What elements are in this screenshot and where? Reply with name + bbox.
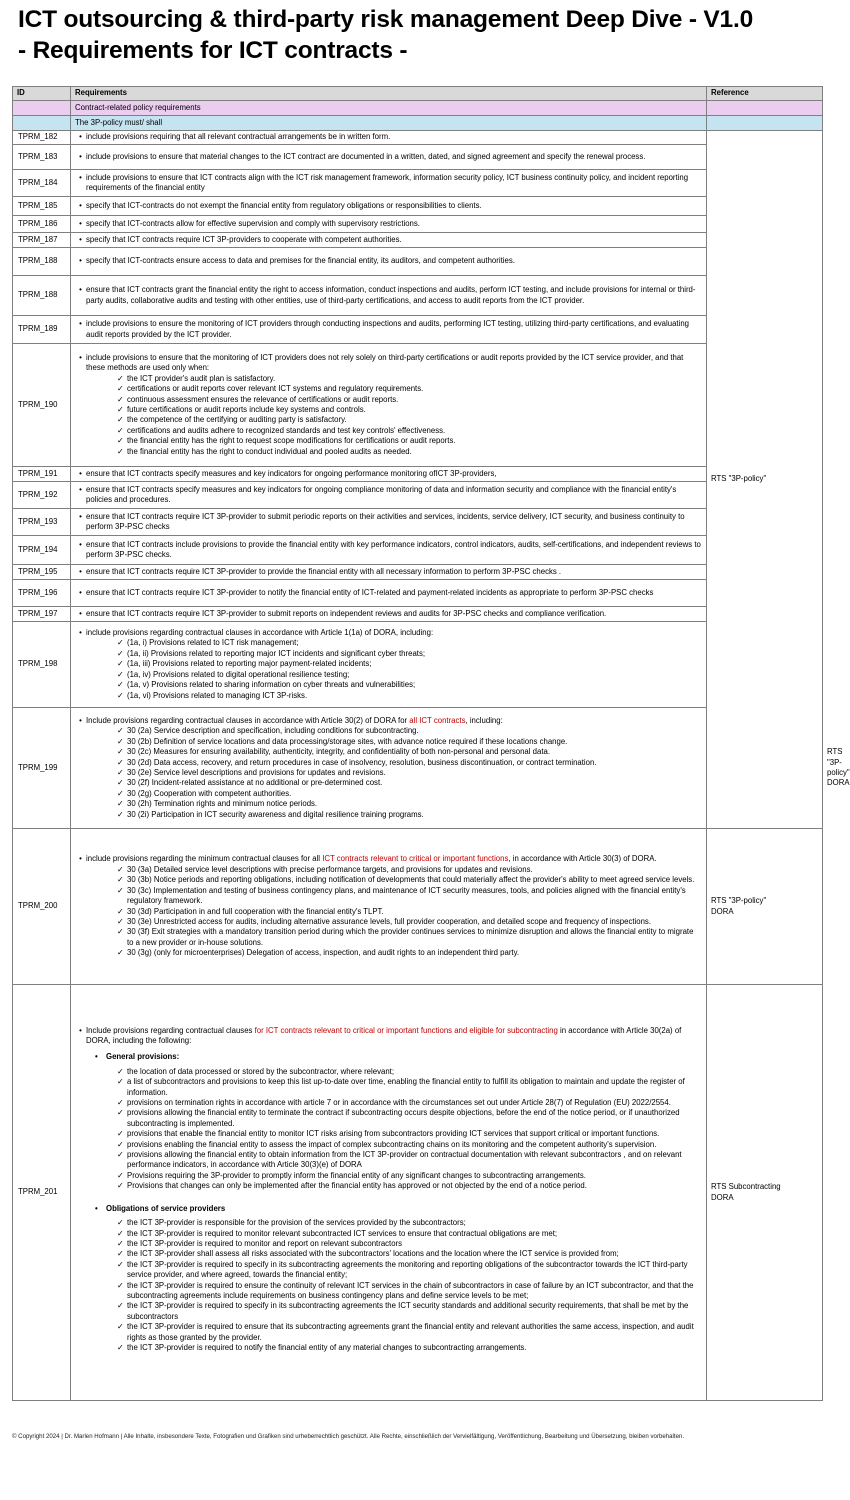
- check-item: the ICT 3P-provider is required to specify in its subcontracting agreements the monitoring and reporting obligations of the subcontractor towards the ICT third-party service provider, and where agreed, towards the financial entity;: [127, 1259, 688, 1280]
- check-item: 30 (2c) Measures for ensuring availability, authenticity, integrity, and confidentiality of both non-personal and personal data.: [127, 747, 551, 757]
- section-label: The 3P-policy must/ shall: [71, 116, 707, 131]
- table-row: [13, 622, 823, 708]
- table-row: [13, 482, 823, 509]
- check-item: the ICT 3P-provider is required to ensure that its subcontracting agreements grant the financial entity and relevant authorities the same access, inspection, and audit rights as those granted by the provider.: [127, 1322, 694, 1342]
- row-requirement: • include provisions to ensure the monitoring of ICT providers through conducting inspections and audits, performing ICT testing, utilizing third-party certifications, and evaluating audit reports provided by the ICT provider.: [71, 316, 707, 344]
- check-item: 30 (2d) Data access, recovery, and return procedures in case of insolvency, resolution, business discontinuation, or contract termination.: [127, 757, 597, 767]
- row-requirement: • ensure that ICT contracts grant the financial entity the right to access information, conduct inspections and audits, perform ICT testing, and include provisions for internal or third-party audits, collaborative audits and testing with other entities, use of third-party certifications, and access to audit reports from the ICT provider.: [71, 276, 707, 316]
- requirement-text: include provisions to ensure that ICT contracts align with the ICT risk management framework, information security policy, ICT business continuity policy, and incident reporting requirements of the financial entity: [86, 172, 689, 192]
- requirement-text: include provisions regarding the minimum contractual clauses for all: [86, 854, 323, 864]
- table-row: [13, 829, 823, 985]
- check-item: 30 (3a) Detailed service level descriptions with precise performance targets, and provisions for updates and revisions.: [127, 864, 533, 874]
- requirement-text-end: , including:: [465, 715, 503, 725]
- requirement-text: include provisions to ensure the monitoring of ICT providers through conducting inspections and audits, performing ICT testing, utilizing third-party certifications, and evaluating audit reports provided by the ICT provider.: [86, 319, 689, 339]
- requirement-text: ensure that ICT contracts require ICT 3P-provider to submit reports on independent reviews and audits for 3P-PSC checks and compliance verification.: [86, 608, 607, 618]
- row-id: TPRM_189: [13, 316, 71, 344]
- check-item: certifications or audit reports cover relevant ICT systems and regulatory requirements.: [127, 384, 424, 394]
- copyright-footer: © Copyright 2024 | Dr. Marlen Hofmann | Alle Inhalte, insbesondere Texte, Fotografien und Grafiken sind urheberrechtlich geschützt. Alle Rechte, einschließlich der Vervielfältigung, Veröffentlichung, Bearbeitung und Übersetzung, bleiben vorbehalten.: [12, 1433, 685, 1440]
- requirement-text: specify that ICT-contracts ensure access to data and premises for the financial entity, its auditors, and competent authorities.: [86, 256, 515, 266]
- row-requirement: • Include provisions regarding contractual clauses in accordance with Article 30(2) of DORA for all ICT contracts, including: ✓ 30 (2a) Service description and specification, including conditions for subcontracting. ✓ 30 (2b) Definition of service locations and data processing/storage sites, with advance notice required if these locations change. ✓ 30 (2c) Measures for ensuring availability, authenticity, integrity, and confidentiality of both non-personal and personal data. ✓ 30 (2d) Data access, recovery, and return procedures in case of insolvency, resolution, business discontinuation, or contract termination. ✓ 30 (2e) Service level descriptions and provisions for updates and revisions. ✓ 30 (2f) Incident-related assistance at no additional or pre-determined cost. ✓ 30 (2g) Cooperation with competent authorities. ✓ 30 (2h) Termination rights and minimum notice periods. ✓ 30 (2i) Participation in ICT security awareness and digital resilience training programs.: [71, 708, 707, 829]
- check-item: the competence of the certifying or auditing party is satisfactory.: [127, 415, 347, 425]
- check-item: 30 (3g) (only for microenterprises) Delegation of access, inspection, and audit rights to an independent third party.: [127, 948, 520, 958]
- requirement-text: ensure that ICT contracts include provisions to provide the financial entity with key performance indicators, control indicators, audits, self-certifications, and independent reviews to perform 3P-PSC checks.: [86, 539, 701, 559]
- requirement-text: ensure that ICT contracts require ICT 3P-provider to submit periodic reports on their activities and services, incidents, service delivery, ICT security, and business continuity to perform 3P-PSC checks: [86, 511, 685, 531]
- row-reference: RTS "3P-policy": [707, 131, 823, 829]
- check-item: (1a, iv) Provisions related to digital operational resilience testing;: [127, 669, 350, 679]
- requirement-highlight: for ICT contracts relevant to critical or important functions and eligible for subcontracting: [254, 1025, 558, 1035]
- row-requirement: • include provisions regarding contractual clauses in accordance with Article 1(1a) of DORA, including: ✓ (1a, i) Provisions related to ICT risk management; ✓ (1a, ii) Provisions related to reporting major ICT incidents and significant cyber threats; ✓ (1a, iii) Provisions related to reporting major payment-related incidents; ✓ (1a, iv) Provisions related to digital operational resilience testing; ✓ (1a, v) Provisions related to sharing information on cyber threats and vulnerabilities; ✓ (1a, vi) Provisions related to managing ICT 3P-risks.: [71, 622, 707, 708]
- row-id: TPRM_188: [13, 248, 71, 276]
- requirement-text: specify that ICT-contracts allow for effective supervision and comply with supervisory restrictions.: [86, 218, 420, 228]
- row-reference: [707, 985, 823, 1401]
- row-id: TPRM_193: [13, 509, 71, 536]
- check-item: (1a, v) Provisions related to sharing information on cyber threats and vulnerabilities;: [127, 680, 416, 690]
- row-requirement: • include provisions regarding the minimum contractual clauses for all ICT contracts relevant to critical or important functions, in accordance with Article 30(3) of DORA. ✓ 30 (3a) Detailed service level descriptions with precise performance targets, and provisions for updates and revisions. ✓ 30 (3b) Notice periods and reporting obligations, including notification of developments that could materially affect the provider's ability to meet agreed service levels. ✓ 30 (3c) Implementation and testing of business contingency plans, and maintenance of ICT security measures, tools, and policies aligned with the financial entity's regulatory framework. ✓ 30 (3d) Participation in and full cooperation with the financial entity's TLPT. ✓ 30 (3e) Unrestricted access for audits, including alternative assurance levels, full provider cooperation, and detailed scope and frequency of inspections. ✓ 30 (3f) Exit strategies with a mandatory transition period during which the provider continues services to minimize disruption and allows the financial entity to migrate to a new provider or in-house solutions. ✓ 30 (3g) (only for microenterprises) Delegation of access, inspection, and audit rights to an independent third party.: [71, 829, 707, 985]
- requirement-text: ensure that ICT contracts grant the financial entity the right to access information, conduct inspections and audits, perform ICT testing, and include provisions for internal or third-party audits, collaborative audits and testing with other entities, use of third-party certifications, and access to audit reports from the ICT provider.: [86, 285, 696, 305]
- check-item: 30 (2e) Service level descriptions and provisions for updates and revisions.: [127, 768, 386, 777]
- row-id: TPRM_190: [13, 344, 71, 467]
- row-id: TPRM_198: [13, 622, 71, 708]
- check-item: the location of data processed or stored by the subcontractor, where relevant;: [127, 1066, 394, 1076]
- reference-line: DORA: [711, 906, 734, 916]
- check-item: future certifications or audit reports include key systems and controls.: [127, 405, 366, 414]
- requirement-text: include provisions regarding contractual clauses in accordance with Article 1(1a) of DORA, including:: [86, 628, 434, 638]
- requirements-table: [12, 86, 850, 1401]
- header-requirements: Requirements: [71, 87, 707, 101]
- check-item: the financial entity has the right to conduct individual and pooled audits as needed.: [127, 446, 412, 456]
- row-id: TPRM_195: [13, 565, 71, 580]
- check-item: provisions allowing the financial entity to terminate the contract if subcontracting occurs despite objections, before the end of the notice period, or if unauthorized subcontracting is implemented.: [127, 1108, 680, 1128]
- table-row: [13, 276, 823, 316]
- row-requirement: • ensure that ICT contracts require ICT 3P-provider to notify the financial entity of ICT-related and payment-related incidents as appropriate to perform 3P-PSC checks: [71, 580, 707, 607]
- check-item: 30 (3d) Participation in and full cooperation with the financial entity's TLPT.: [127, 906, 384, 916]
- check-item: (1a, iii) Provisions related to reporting major payment-related incidents;: [127, 659, 372, 669]
- row-requirement: • include provisions to ensure that the monitoring of ICT providers does not rely solely on third-party certifications or audit reports provided by the ICT service provider, and that these methods are used only when: ✓ the ICT provider's audit plan is satisfactory. ✓ certifications or audit reports cover relevant ICT systems and regulatory requirements. ✓ continuous assessment ensures the relevance of certifications or audit reports. ✓ future certifications or audit reports include key systems and controls. ✓ the competence of the certifying or auditing party is satisfactory. ✓ certifications and audits adhere to recognized standards and test key controls' effectiveness. ✓ the financial entity has the right to request scope modifications for certifications or audit reports. ✓ the financial entity has the right to conduct individual and pooled audits as needed.: [71, 344, 707, 467]
- row-id: TPRM_192: [13, 482, 71, 509]
- section-row-policy: [13, 101, 823, 116]
- reference-line: DORA: [711, 1192, 734, 1202]
- requirement-text: ensure that ICT contracts specify measures and key indicators for ongoing performance monitoring ofICT 3P-providers,: [86, 468, 497, 478]
- row-requirement: • Include provisions regarding contractual clauses for ICT contracts relevant to critical or important functions and eligible for subcontracting in accordance with Article 30(2a) of DORA, including the following: • General provisions: ✓ the location of data processed or stored by the subcontractor, where relevant; ✓ a list of subcontractors and provisions to keep this list up-to-date over time, enabling the financial entity to fulfill its obligation to maintain and update the register of information. ✓ provisions on termination rights in accordance with article 7 or in accordance with the circumstances set out under Article 28(7) of Regulation (EU) 2022/2554. ✓ provisions allowing the financial entity to terminate the contract if subcontracting occurs despite objections, before the end of the notice period, or if unauthorized subcontracting is implemented. ✓ provisions that enable the financial entity to monitor ICT risks arising from subcontractors providing ICT services that support critical or important functions. ✓ provisions enabling the financial entity to assess the impact of complex subcontracting chains on its monitoring and the competent authority's supervision. ✓ provisions allowing the financial entity to obtain information from the ICT 3P-provider on contractual documentation with relevant subcontractors , and on relevant performance indicators, in accordance with Article 30(3)(e) of DORA ✓ Provisions requiring the 3P-provider to promptly inform the financial entity of any significant changes to subcontracting arrangements. ✓ Provisions that changes can only be implemented after the financial entity has approved or not objected by the end of a notice period. • Obligations of service providers ✓ the ICT 3P-provider is responsible for the provision of the services provided by the subcontractors; ✓ the ICT 3P-provider is required to monitor relevant subcontracted ICT services to ensure that contractual obligations are met; ✓ the ICT 3P-provider is required to monitor and report on relevant subcontractors ✓ the ICT 3P-provider shall assess all risks associated with the subcontractors' locations and the location where the ICT service is provided from; ✓ the ICT 3P-provider is required to specify in its subcontracting agreements the monitoring and reporting obligations of the subcontractor towards the ICT third-party service provider, and where agreed, towards the financial entity; ✓ the ICT 3P-provider is required to ensure the continuity of relevant ICT services in the chain of subcontractors in case of failure by an ICT subcontractor, and that the subcontracting agreements include requirements on business contingency plans and define service levels to be met; ✓ the ICT 3P-provider is required to specify in its subcontracting agreements the ICT security standards and additional security requirements, that shall be met by the subcontractors ✓ the ICT 3P-provider is required to ensure that its subcontracting agreements grant the financial entity and relevant authorities the same access, inspection, and audit rights as those granted by the provider. ✓ the ICT 3P-provider is required to notify the financial entity of any material changes to subcontracting arrangements.: [71, 985, 707, 1401]
- reference-line: RTS Subcontracting: [711, 1182, 781, 1192]
- title-line-2: - Requirements for ICT contracts -: [18, 37, 408, 64]
- check-item: 30 (2f) Incident-related assistance at no additional or pre-determined cost.: [127, 778, 383, 788]
- requirement-text: ensure that ICT contracts require ICT 3P-provider to provide the financial entity with all necessary information to perform 3P-PSC checks .: [86, 566, 562, 576]
- table-row: [13, 316, 823, 344]
- row-requirement: • ensure that ICT contracts require ICT 3P-provider to provide the financial entity with all necessary information to perform 3P-PSC checks .: [71, 565, 707, 580]
- table-row: [13, 509, 823, 536]
- check-item: 30 (3b) Notice periods and reporting obligations, including notification of developments that could materially affect the provider's ability to meet agreed service levels.: [127, 875, 695, 885]
- requirement-text: include provisions to ensure that the monitoring of ICT providers does not rely solely on third-party certifications or audit reports provided by the ICT service provider, and that these methods are used only when:: [86, 352, 684, 373]
- check-item: the ICT 3P-provider is responsible for the provision of the services provided by the subcontractors;: [127, 1218, 466, 1228]
- row-id: TPRM_196: [13, 580, 71, 607]
- row-id: TPRM_184: [13, 170, 71, 197]
- check-item: (1a, ii) Provisions related to reporting major ICT incidents and significant cyber threats;: [127, 648, 426, 658]
- row-id: TPRM_191: [13, 467, 71, 482]
- row-requirement: • include provisions to ensure that material changes to the ICT contract are documented in a written, dated, and signed agreement and specify the renewal process.: [71, 145, 707, 170]
- check-item: provisions allowing the financial entity to obtain information from the ICT 3P-provider on contractual documentation with relevant subcontractors , and on relevant performance indicators, in accordance with Article 30(3)(e) of DORA: [127, 1150, 682, 1170]
- requirement-text: ensure that ICT contracts specify measures and key indicators for ongoing compliance monitoring of data and information security and compliance with the financial entity's policies and procedures.: [86, 484, 677, 504]
- check-item: 30 (3f) Exit strategies with a mandatory transition period during which the provider continues services to minimize disruption and allows the financial entity to migrate to a new provider or in-house solutions.: [127, 927, 694, 947]
- requirement-text: ensure that ICT contracts require ICT 3P-provider to notify the financial entity of ICT-related and payment-related incidents as appropriate to perform 3P-PSC checks: [86, 587, 654, 597]
- check-item: the ICT provider's audit plan is satisfactory.: [127, 373, 276, 383]
- row-requirement: • ensure that ICT contracts require ICT 3P-provider to submit periodic reports on their activities and services, incidents, service delivery, ICT security, and business continuity to perform 3P-PSC checks: [71, 509, 707, 536]
- requirement-highlight: all ICT contracts: [409, 715, 466, 725]
- check-item: the ICT 3P-provider is required to monitor and report on relevant subcontractors: [127, 1238, 403, 1248]
- row-id: TPRM_201: [13, 985, 71, 1401]
- row-id: TPRM_188: [13, 276, 71, 316]
- requirement-text: include provisions requiring that all relevant contractual arrangements be in written form.: [86, 132, 391, 142]
- table-row: [13, 248, 823, 276]
- table-row: [13, 467, 823, 482]
- table-row: [13, 536, 823, 565]
- check-item: continuous assessment ensures the relevance of certifications or audit reports.: [127, 394, 399, 404]
- requirement-text: Include provisions regarding contractual clauses: [86, 1025, 255, 1035]
- check-item: the ICT 3P-provider is required to notify the financial entity of any material changes to subcontracting arrangements.: [127, 1342, 527, 1352]
- check-item: (1a, vi) Provisions related to managing ICT 3P-risks.: [127, 690, 308, 700]
- row-id: TPRM_182: [13, 131, 71, 145]
- check-item: certifications and audits adhere to recognized standards and test key controls' effectiveness.: [127, 425, 446, 435]
- table-row: [13, 216, 823, 233]
- table-row: [13, 233, 823, 248]
- check-item: provisions that enable the financial entity to monitor ICT risks arising from subcontractors providing ICT services that support critical or important functions.: [127, 1129, 660, 1139]
- table-row: [13, 565, 823, 580]
- requirement-text-end: , in accordance with Article 30(3) of DORA.: [508, 854, 657, 864]
- section-label: Contract-related policy requirements: [71, 101, 707, 116]
- row-reference: [707, 829, 823, 985]
- reference-line: RTS "3P-policy": [711, 896, 767, 906]
- row-requirement: • specify that ICT-contracts allow for effective supervision and comply with supervisory restrictions.: [71, 216, 707, 233]
- table-row: [13, 580, 823, 607]
- check-item: the ICT 3P-provider is required to ensure the continuity of relevant ICT services in the chain of subcontractors in case of failure by an ICT subcontractor, and that the subcontracting agreements include requirements on business contingency plans and define service levels to be met;: [127, 1280, 694, 1300]
- check-item: 30 (3e) Unrestricted access for audits, including alternative assurance levels, full provider cooperation, and detailed scope and frequency of inspections.: [127, 916, 651, 926]
- row-requirement: • ensure that ICT contracts specify measures and key indicators for ongoing performance monitoring ofICT 3P-providers,: [71, 467, 707, 482]
- check-item: 30 (2b) Definition of service locations and data processing/storage sites, with advance notice required if these locations change.: [127, 736, 568, 746]
- header-id: ID: [13, 87, 71, 101]
- check-item: (1a, i) Provisions related to ICT risk management;: [127, 638, 299, 648]
- check-item: Provisions that changes can only be implemented after the financial entity has approved or not objected by the end of a notice period.: [127, 1181, 587, 1191]
- row-requirement: • include provisions requiring that all relevant contractual arrangements be in written form.: [71, 131, 707, 145]
- table-row: [13, 131, 823, 145]
- requirement-highlight: ICT contracts relevant to critical or important functions: [322, 854, 509, 864]
- section-row-must: [13, 116, 823, 131]
- row-id: TPRM_183: [13, 145, 71, 170]
- subheading-obligations: Obligations of service providers: [106, 1203, 226, 1213]
- subheading-general: General provisions:: [106, 1052, 180, 1062]
- table-row: [13, 985, 823, 1401]
- table-row: [13, 170, 823, 197]
- check-item: the ICT 3P-provider shall assess all risks associated with the subcontractors' locations and the location where the ICT service is provided from;: [127, 1249, 619, 1259]
- check-item: 30 (2g) Cooperation with competent authorities.: [127, 788, 292, 798]
- check-item: 30 (2i) Participation in ICT security awareness and digital resilience training programs.: [127, 809, 424, 819]
- row-id: TPRM_186: [13, 216, 71, 233]
- row-requirement: • ensure that ICT contracts require ICT 3P-provider to submit reports on independent reviews and audits for 3P-PSC checks and compliance verification.: [71, 607, 707, 622]
- row-id: TPRM_197: [13, 607, 71, 622]
- row-id: TPRM_194: [13, 536, 71, 565]
- requirement-text: Include provisions regarding contractual clauses in accordance with Article 30(2) of DORA for: [86, 715, 410, 725]
- check-item: 30 (2h) Termination rights and minimum notice periods.: [127, 799, 318, 809]
- check-item: Provisions requiring the 3P-provider to promptly inform the financial entity of any significant changes to subcontracting arrangements.: [127, 1170, 586, 1180]
- requirement-text-end: in accordance with Article 30(2a) of DORA, including the following:: [86, 1025, 682, 1046]
- row-requirement: • specify that ICT contracts require ICT 3P-providers to cooperate with competent authorities.: [71, 233, 707, 248]
- table-row: [13, 344, 823, 467]
- row-requirement: • specify that ICT-contracts do not exempt the financial entity from regulatory obligations or responsibilities to clients.: [71, 197, 707, 216]
- check-item: 30 (2a) Service description and specification, including conditions for subcontracting.: [127, 726, 419, 736]
- table-row: [13, 197, 823, 216]
- row-id: TPRM_185: [13, 197, 71, 216]
- table-row: [13, 607, 823, 622]
- page-title: [18, 4, 838, 66]
- row-id: TPRM_200: [13, 829, 71, 985]
- check-item: a list of subcontractors and provisions to keep this list up-to-date over time, enabling the financial entity to fulfill its obligation to maintain and update the register of information.: [127, 1077, 685, 1097]
- table-row: [13, 145, 823, 170]
- row-requirement: • ensure that ICT contracts specify measures and key indicators for ongoing compliance monitoring of data and information security and compliance with the financial entity's policies and procedures.: [71, 482, 707, 509]
- table-row: TPRM_199 • Include provisions regarding contractual clauses in accordance with Article 30(2) of DORA for all ICT contracts, including: ✓ 30 (2a) Service description and specification, including conditions for subcontracting. ✓ 30 (2b) Definition of service locations and data processing/storage sites, with advance notice required if these locations change. ✓ 30 (2c) Measures for ensuring availability, authenticity, integrity, and confidentiality of both non-personal and personal data. ✓ 30 (2d) Data access, recovery, and return procedures in case of insolvency, resolution, business discontinuation, or contract termination. ✓ 30 (2e) Service level descriptions and provisions for updates and revisions. ✓ 30 (2f) Incident-related assistance at no additional or pre-determined cost. ✓ 30 (2g) Cooperation with competent authorities. ✓ 30 (2h) Termination rights and minimum notice periods. ✓ 30 (2i) Participation in ICT security awareness and digital resilience training programs. RTS "3P-policy" DORA: [13, 708, 823, 829]
- check-item: provisions enabling the financial entity to assess the impact of complex subcontracting chains on its monitoring and the competent authority's supervision.: [127, 1139, 657, 1149]
- requirement-text: specify that ICT-contracts do not exempt the financial entity from regulatory obligations or responsibilities to clients.: [86, 200, 482, 210]
- row-requirement: • include provisions to ensure that ICT contracts align with the ICT risk management framework, information security policy, ICT business continuity policy, and incident reporting requirements of the financial entity: [71, 170, 707, 197]
- check-item: the ICT 3P-provider is required to monitor relevant subcontracted ICT services to ensure that contractual obligations are met;: [127, 1228, 558, 1238]
- requirement-text: specify that ICT contracts require ICT 3P-providers to cooperate with competent authorities.: [86, 234, 402, 244]
- check-item: provisions on termination rights in accordance with article 7 or in accordance with the circumstances set out under Article 28(7) of Regulation (EU) 2022/2554.: [127, 1098, 671, 1108]
- row-requirement: • ensure that ICT contracts include provisions to provide the financial entity with key performance indicators, control indicators, audits, self-certifications, and independent reviews to perform 3P-PSC checks.: [71, 536, 707, 565]
- header-reference: Reference: [707, 87, 823, 101]
- check-item: the ICT 3P-provider is required to specify in its subcontracting agreements the ICT security standards and additional security requirements, that shall be met by the subcontractors: [127, 1301, 689, 1321]
- check-item: the financial entity has the right to request scope modifications for certifications or audit reports.: [127, 436, 456, 446]
- table-header-row: [13, 87, 823, 101]
- title-line-1: ICT outsourcing & third-party risk management Deep Dive - V1.0: [18, 6, 754, 33]
- check-item: 30 (3c) Implementation and testing of business contingency plans, and maintenance of ICT security measures, tools, and policies aligned with the financial entity's regulatory framework.: [127, 885, 686, 906]
- requirement-text: include provisions to ensure that material changes to the ICT contract are documented in a written, dated, and signed agreement and specify the renewal process.: [86, 151, 646, 161]
- row-id: TPRM_187: [13, 233, 71, 248]
- row-id: TPRM_199: [13, 708, 71, 829]
- row-requirement: • specify that ICT-contracts ensure access to data and premises for the financial entity, its auditors, and competent authorities.: [71, 248, 707, 276]
